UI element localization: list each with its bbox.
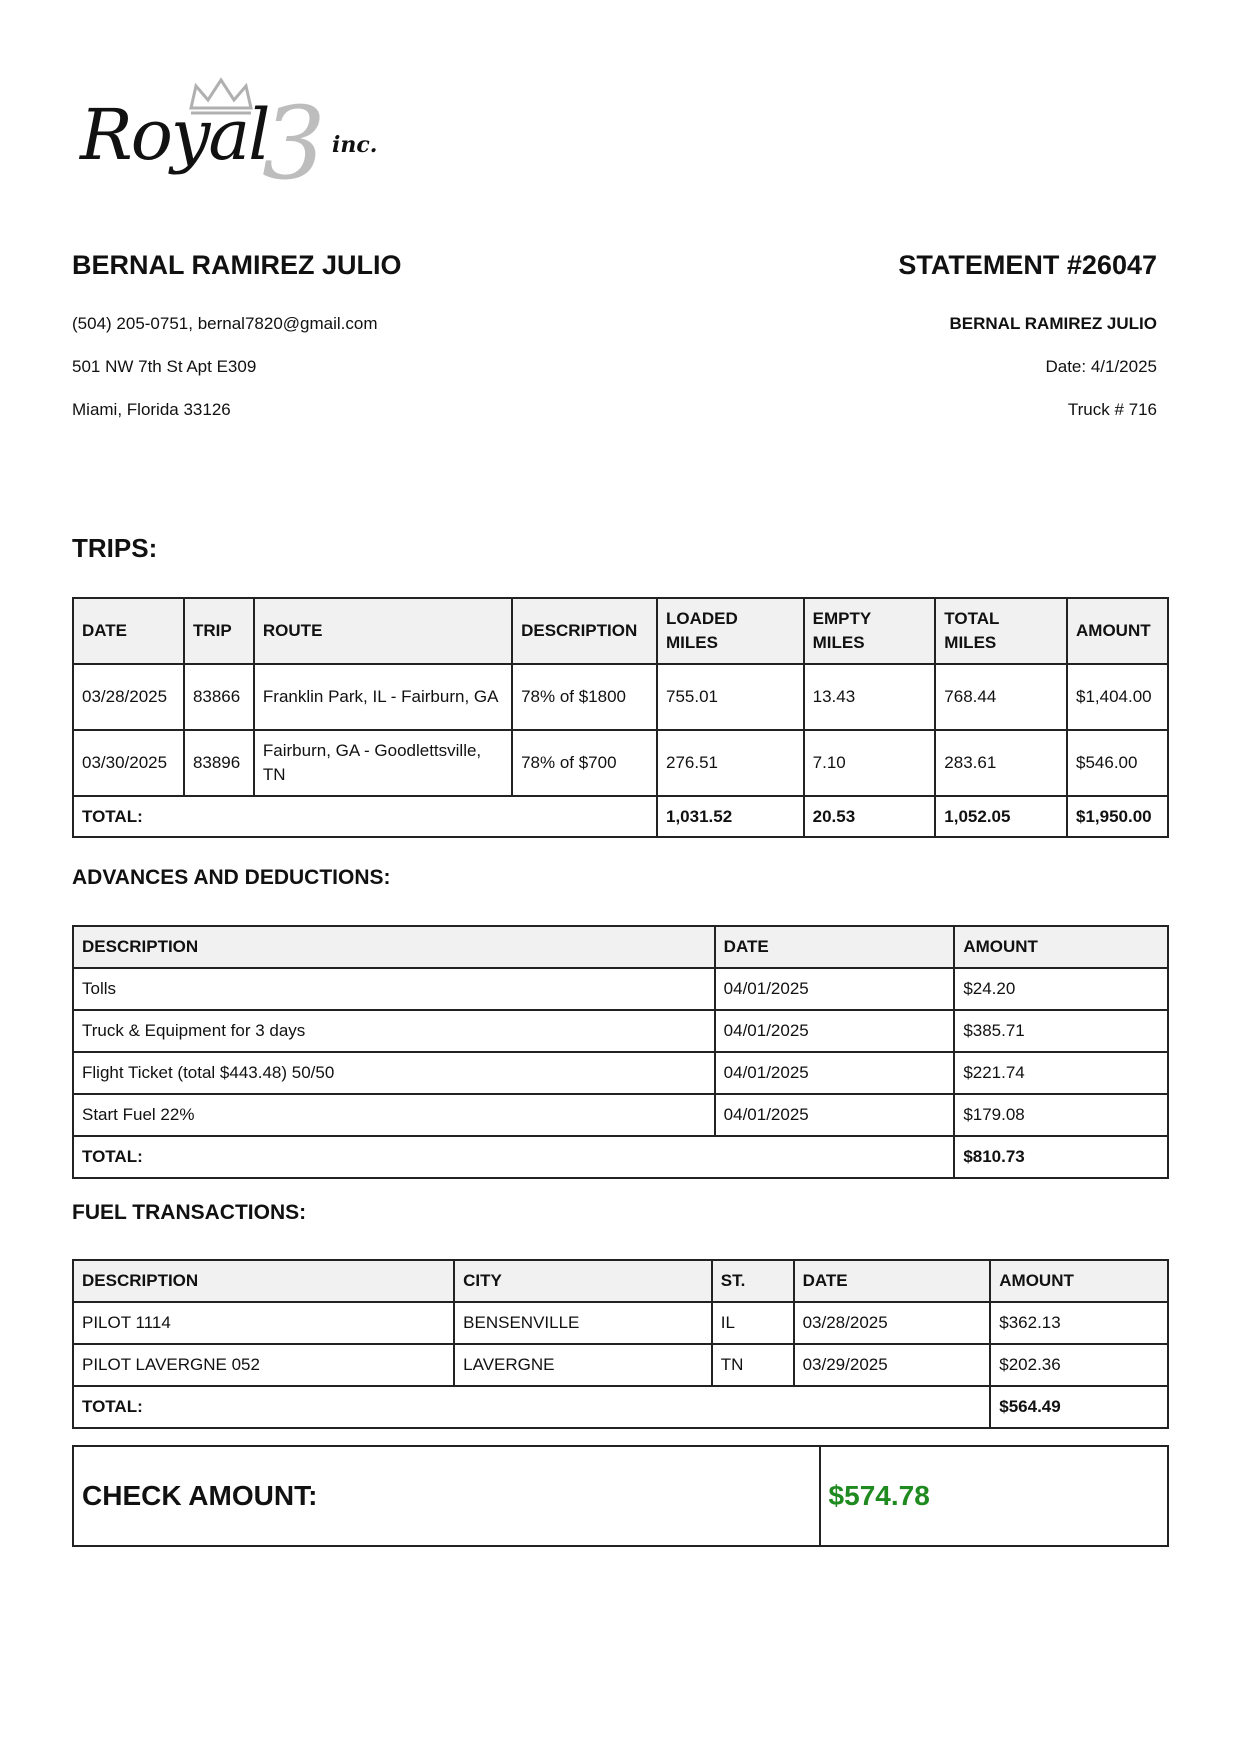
col-header-date: DATE [715, 926, 955, 968]
statement-page [72, 0, 1173, 1754]
total-amount: $810.73 [954, 1136, 1168, 1178]
logo-suffix: inc. [332, 132, 378, 158]
advances-table [72, 925, 1169, 1179]
trip-loaded-miles: 276.51 [657, 730, 804, 796]
advance-description: Truck & Equipment for 3 days [73, 1010, 715, 1052]
trip-number: 83896 [184, 730, 254, 796]
col-header-description: DESCRIPTION [512, 598, 657, 664]
driver-contact: (504) 205-0751, bernal7820@gmail.com [72, 314, 378, 333]
statement-title: STATEMENT #26047 [898, 250, 1157, 280]
trip-number: 83866 [184, 664, 254, 730]
table-total-row [73, 1386, 1168, 1428]
check-amount-label: CHECK AMOUNT: [73, 1446, 820, 1546]
table-header-row [73, 598, 1168, 664]
advance-description: Flight Ticket (total $443.48) 50/50 [73, 1052, 715, 1094]
table-total-row [73, 796, 1168, 837]
table-row [73, 730, 1168, 796]
statement-name: BERNAL RAMIREZ JULIO [949, 314, 1157, 333]
col-header-amount: AMOUNT [954, 926, 1168, 968]
table-row [73, 664, 1168, 730]
trip-total-miles: 283.61 [935, 730, 1067, 796]
total-label: TOTAL: [73, 1386, 990, 1428]
fuel-date: 03/28/2025 [794, 1302, 991, 1344]
advance-date: 04/01/2025 [715, 1052, 955, 1094]
col-header-total-miles [935, 598, 1067, 664]
fuel-city: LAVERGNE [454, 1344, 712, 1386]
col-header-description: DESCRIPTION [73, 1260, 454, 1302]
fuel-description: PILOT 1114 [73, 1302, 454, 1344]
advance-description: Tolls [73, 968, 715, 1010]
advance-description: Start Fuel 22% [73, 1094, 715, 1136]
col-header-amount: AMOUNT [990, 1260, 1168, 1302]
header-line: LOADED [666, 609, 738, 628]
table-row [73, 968, 1168, 1010]
fuel-amount: $362.13 [990, 1302, 1168, 1344]
col-header-date: DATE [794, 1260, 991, 1302]
advance-date: 04/01/2025 [715, 1094, 955, 1136]
col-header-description: DESCRIPTION [73, 926, 715, 968]
col-header-route: ROUTE [254, 598, 512, 664]
fuel-table [72, 1259, 1169, 1429]
trip-amount: $546.00 [1067, 730, 1168, 796]
table-header-row [73, 926, 1168, 968]
trip-date: 03/28/2025 [73, 664, 184, 730]
fuel-city: BENSENVILLE [454, 1302, 712, 1344]
check-amount-row [73, 1446, 1168, 1546]
trips-table [72, 597, 1169, 838]
col-header-city: CITY [454, 1260, 712, 1302]
advances-section-title: ADVANCES AND DEDUCTIONS: [72, 866, 391, 889]
table-total-row [73, 1136, 1168, 1178]
trip-description: 78% of $1800 [512, 664, 657, 730]
total-label: TOTAL: [73, 1136, 954, 1178]
trip-empty-miles: 13.43 [804, 664, 936, 730]
col-header-date: DATE [73, 598, 184, 664]
trips-section-title: TRIPS: [72, 533, 158, 563]
fuel-state: TN [712, 1344, 794, 1386]
fuel-description: PILOT LAVERGNE 052 [73, 1344, 454, 1386]
statement-date: Date: 4/1/2025 [1045, 357, 1157, 376]
col-header-loaded-miles [657, 598, 804, 664]
col-header-empty-miles [804, 598, 936, 664]
advance-amount: $221.74 [954, 1052, 1168, 1094]
advance-date: 04/01/2025 [715, 1010, 955, 1052]
check-amount-value: $574.78 [820, 1446, 1168, 1546]
header-line: TOTAL [944, 609, 1000, 628]
table-row [73, 1302, 1168, 1344]
total-amount: $1,950.00 [1067, 796, 1168, 837]
fuel-state: IL [712, 1302, 794, 1344]
trip-total-miles: 768.44 [935, 664, 1067, 730]
table-header-row [73, 1260, 1168, 1302]
header-line: EMPTY [812, 609, 872, 628]
header-line: MILES [944, 633, 997, 652]
total-loaded-miles: 1,031.52 [657, 796, 804, 837]
statement-truck: Truck # 716 [1067, 400, 1157, 419]
header-line: MILES [812, 633, 865, 652]
advance-amount: $24.20 [954, 968, 1168, 1010]
trip-description: 78% of $700 [512, 730, 657, 796]
trip-route: Franklin Park, IL - Fairburn, GA [254, 664, 512, 730]
trip-amount: $1,404.00 [1067, 664, 1168, 730]
trip-date: 03/30/2025 [73, 730, 184, 796]
logo-number: 3 [262, 85, 326, 202]
total-amount: $564.49 [990, 1386, 1168, 1428]
col-header-trip: TRIP [184, 598, 254, 664]
table-row [73, 1344, 1168, 1386]
check-amount-table [72, 1445, 1169, 1547]
col-header-state: ST. [712, 1260, 794, 1302]
trip-empty-miles: 7.10 [804, 730, 936, 796]
total-empty-miles: 20.53 [804, 796, 936, 837]
advance-amount: $179.08 [954, 1094, 1168, 1136]
driver-address-line2: Miami, Florida 33126 [72, 400, 231, 419]
fuel-amount: $202.36 [990, 1344, 1168, 1386]
total-total-miles: 1,052.05 [935, 796, 1067, 837]
driver-address-line1: 501 NW 7th St Apt E309 [72, 357, 257, 376]
fuel-date: 03/29/2025 [794, 1344, 991, 1386]
advance-date: 04/01/2025 [715, 968, 955, 1010]
total-label: TOTAL: [73, 796, 657, 837]
trip-route: Fairburn, GA - Goodlettsville, TN [254, 730, 512, 796]
advance-amount: $385.71 [954, 1010, 1168, 1052]
header-line: MILES [666, 633, 718, 652]
fuel-section-title: FUEL TRANSACTIONS: [72, 1201, 307, 1224]
trip-loaded-miles: 755.01 [657, 664, 804, 730]
table-row [73, 1052, 1168, 1094]
col-header-amount: AMOUNT [1067, 598, 1168, 664]
logo-wordmark: Royal [80, 94, 269, 176]
driver-name: BERNAL RAMIREZ JULIO [72, 250, 402, 280]
table-row [73, 1010, 1168, 1052]
table-row [73, 1094, 1168, 1136]
company-logo [80, 70, 380, 202]
